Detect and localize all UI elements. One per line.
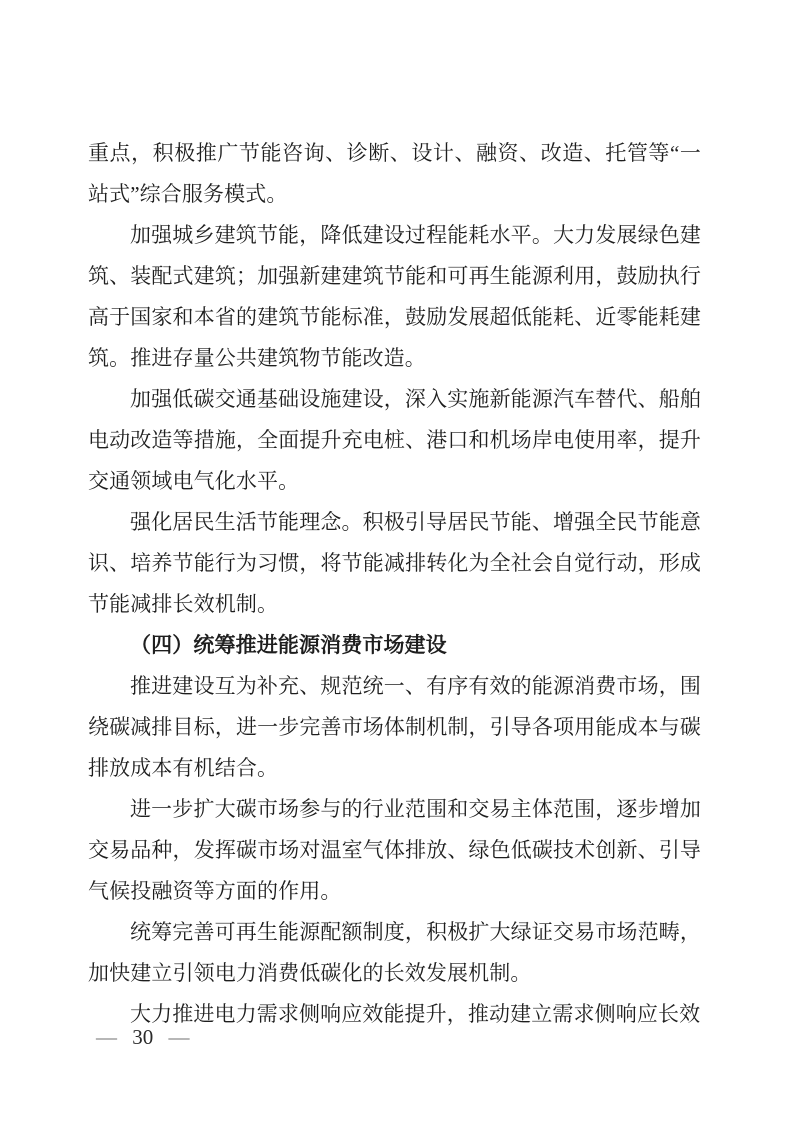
page-footer	[96, 1022, 190, 1052]
footer-dash-right: —	[168, 1025, 190, 1049]
body-paragraph: 加强城乡建筑节能，降低建设过程能耗水平。大力发展绿色建筑、装配式建筑；加强新建建筑节能和可再生能源利用，鼓励执行高于国家和本省的建筑节能标准，鼓励发展超低能耗、近零能耗建筑。推进存量公共建筑物节能改造。	[88, 223, 701, 370]
body-paragraph: 统筹完善可再生能源配额制度，积极扩大绿证交易市场范畴，加快建立引领电力消费低碳化的长效发展机制。	[88, 920, 701, 985]
page-number: 30	[132, 1025, 154, 1049]
footer-dash-left: —	[96, 1025, 117, 1049]
body-paragraph: 强化居民生活节能理念。积极引导居民节能、增强全民节能意识、培养节能行为习惯，将节能减排转化为全社会自觉行动，形成节能减排长效机制。	[88, 510, 701, 616]
section-heading: （四）统筹推进能源消费市场建设	[130, 633, 447, 657]
body-paragraph: 推进建设互为补充、规范统一、有序有效的能源消费市场，围绕碳减排目标，进一步完善市场体制机制，引导各项用能成本与碳排放成本有机结合。	[88, 674, 701, 780]
body-paragraph: 进一步扩大碳市场参与的行业范围和交易主体范围，逐步增加交易品种，发挥碳市场对温室气体排放、绿色低碳技术创新、引导气候投融资等方面的作用。	[88, 797, 701, 903]
document-body	[88, 133, 701, 1035]
body-paragraph: 大力推进电力需求侧响应效能提升，推动建立需求侧响应长效	[130, 1002, 701, 1026]
body-paragraph: 加强低碳交通基础设施建设，深入实施新能源汽车替代、船舶电动改造等措施，全面提升充电桩、港口和机场岸电使用率，提升交通领域电气化水平。	[88, 387, 701, 493]
body-paragraph: 重点，积极推广节能咨询、诊断、设计、融资、改造、托管等“一站式”综合服务模式。	[88, 141, 701, 206]
